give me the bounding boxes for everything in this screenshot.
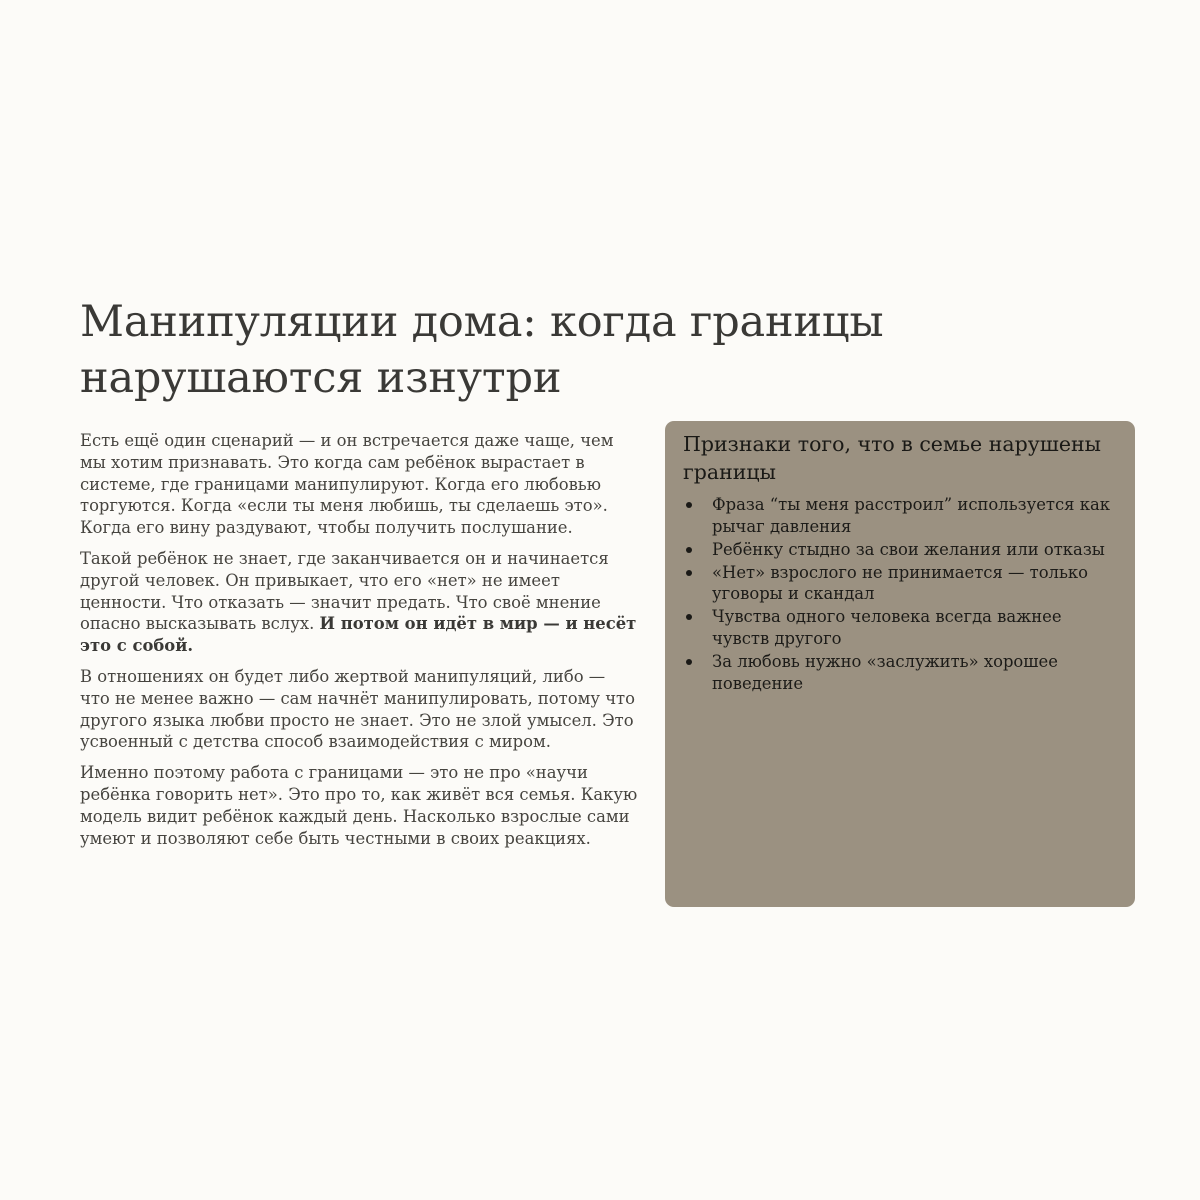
signs-list <box>683 494 1115 694</box>
bullet-icon <box>686 570 692 576</box>
paragraph-4: Именно поэтому работа с границами — это не про «научи ребёнка говорить нет». Это про то, как живёт вся семья. Какую модель видит ребёнок каждый день. Насколько взрослые сами умеют и позволяют себе быть честными в своих реакциях. <box>80 763 638 848</box>
body-text-column <box>80 430 640 858</box>
list-item <box>683 562 1115 605</box>
list-item <box>683 539 1115 561</box>
list-item <box>683 494 1115 537</box>
paragraph-2-text: Такой ребёнок не знает, где заканчивается он и начинается другой человек. Он привыкает, что его «нет» не имеет ценности. Что отказать — значит предать. Что своё мнение опасно высказывать вслух. <box>80 548 609 634</box>
page-title <box>80 294 980 406</box>
card-title: Признаки того, что в семье нарушены границы <box>683 432 1101 484</box>
title-line-1: Манипуляции дома: когда границы <box>80 297 884 347</box>
paragraph-3: В отношениях он будет либо жертвой манипуляций, либо — что не менее важно — сам начнёт манипулировать, потому что другого языка любви просто не знает. Это не злой умысел. Это усвоенный с детства способ взаимодействия с миром. <box>80 666 635 752</box>
list-item <box>683 651 1115 694</box>
bullet-icon <box>686 659 692 665</box>
signs-card <box>665 421 1135 907</box>
paragraph-1: Есть ещё один сценарий — и он встречается даже чаще, чем мы хотим признавать. Это когда сам ребёнок вырастает в системе, где границами манипулируют. Когда его любовью торгуются. Когда «если ты меня любишь, ты сделаешь это». Когда его вину раздувают, чтобы получить послушание. <box>80 431 614 538</box>
bullet-icon <box>686 502 692 508</box>
list-item-text: Ребёнку стыдно за свои желания или отказы <box>712 539 1105 559</box>
title-line-2: нарушаются изнутри <box>80 353 562 403</box>
bullet-icon <box>686 614 692 620</box>
list-item-text: «Нет» взрослого не принимается — только уговоры и скандал <box>712 562 1089 604</box>
list-item-text: Фраза “ты меня расстроил” используется как рычаг давления <box>712 495 1110 536</box>
list-item-text: Чувства одного человека всегда важнее чувств другого <box>712 607 1062 649</box>
bullet-icon <box>686 547 692 553</box>
list-item <box>683 606 1115 649</box>
paragraph-2-emphasis: И потом он идёт в мир — и несёт это с собой. <box>80 614 637 656</box>
list-item-text: За любовь нужно «заслужить» хорошее поведение <box>712 652 1058 693</box>
paragraph-2 <box>80 548 640 657</box>
